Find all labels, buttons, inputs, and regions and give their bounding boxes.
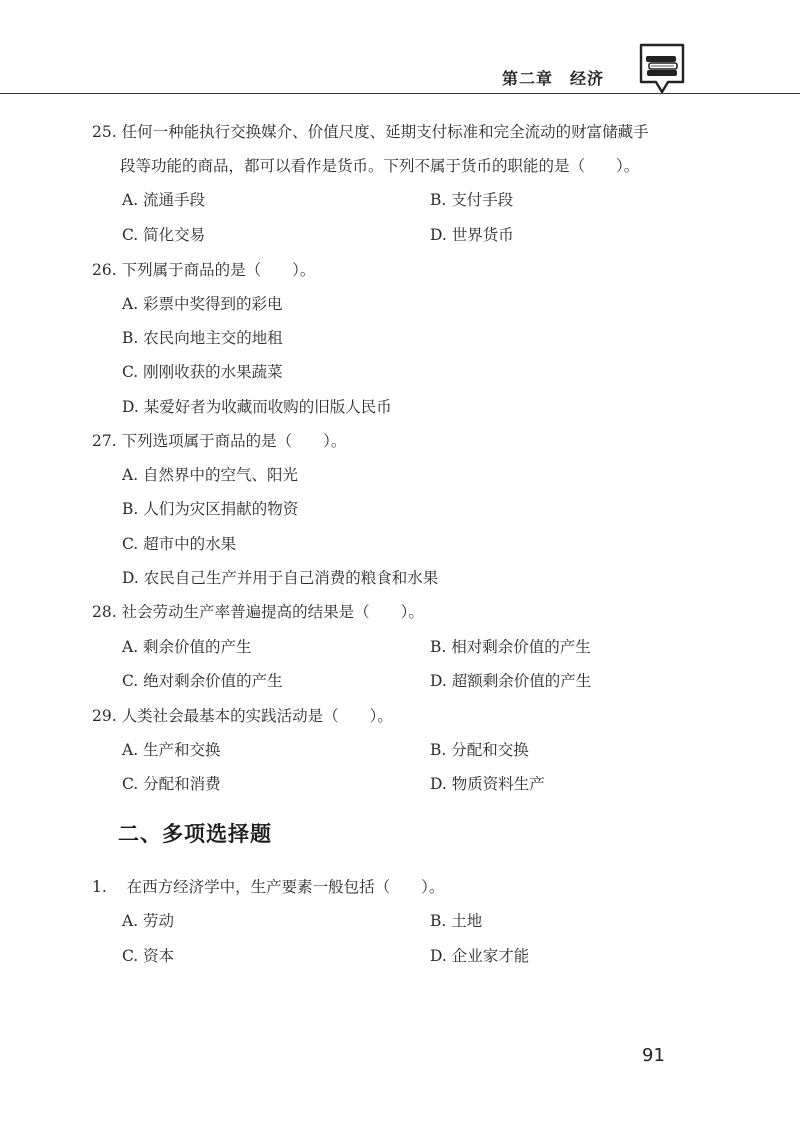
option-b: B. 相对剩余价值的产生 xyxy=(430,638,591,656)
option-d: D. 农民自己生产并用于自己消费的粮食和水果 xyxy=(122,569,439,587)
option-b: B. 分配和交换 xyxy=(430,741,529,759)
question-text: 在西方经济学中，生产要素一般包括（ ）。 xyxy=(126,878,445,896)
question-25 xyxy=(92,121,649,143)
question-28 xyxy=(92,601,424,623)
question-text: 任何一种能执行交换媒介、价值尺度、延期支付标准和完全流动的财富储藏手 xyxy=(121,123,649,141)
option-c: C. 资本 xyxy=(122,947,175,965)
option-d: D. 某爱好者为收藏而收购的旧版人民币 xyxy=(122,398,392,416)
option-b: B. 农民向地主交的地租 xyxy=(122,329,283,347)
section-heading: 二、多项选择题 xyxy=(118,822,272,846)
option-d: D. 物质资料生产 xyxy=(430,775,545,793)
option-b: B. 土地 xyxy=(430,912,483,930)
question-29 xyxy=(92,705,393,727)
option-d: D. 超额剩余价值的产生 xyxy=(430,672,592,690)
option-a: A. 彩票中奖得到的彩电 xyxy=(122,295,283,313)
question-number: 1. xyxy=(92,878,107,896)
question-text: 人类社会最基本的实践活动是（ ）。 xyxy=(121,707,393,725)
books-stack-icon xyxy=(638,42,686,96)
option-a: A. 剩余价值的产生 xyxy=(122,638,252,656)
question-number: 29. xyxy=(92,707,117,725)
question-number: 27. xyxy=(92,432,117,450)
option-c: C. 超市中的水果 xyxy=(122,535,237,553)
option-a: A. 流通手段 xyxy=(122,191,206,209)
question-27 xyxy=(92,430,346,452)
option-b: B. 支付手段 xyxy=(430,191,514,209)
option-a: A. 劳动 xyxy=(122,912,175,930)
page-header xyxy=(0,0,800,100)
option-c: C. 绝对剩余价值的产生 xyxy=(122,672,283,690)
option-a: A. 自然界中的空气、阳光 xyxy=(122,466,299,484)
question-26 xyxy=(92,259,315,281)
question-text: 社会劳动生产率普遍提高的结果是（ ）。 xyxy=(121,603,424,621)
chapter-title: 第二章 经济 xyxy=(501,69,604,88)
option-b: B. 人们为灾区捐献的物资 xyxy=(122,500,299,518)
option-a: A. 生产和交换 xyxy=(122,741,221,759)
page-number: 91 xyxy=(642,1045,665,1066)
option-c: C. 刚刚收获的水果蔬菜 xyxy=(122,363,283,381)
question-number: 28. xyxy=(92,603,117,621)
option-d: D. 世界货币 xyxy=(430,226,514,244)
option-c: C. 简化交易 xyxy=(122,226,206,244)
question-number: 25. xyxy=(92,123,117,141)
option-d: D. 企业家才能 xyxy=(430,947,530,965)
question-number: 26. xyxy=(92,261,117,279)
header-rule xyxy=(0,93,800,94)
question-text: 下列选项属于商品的是（ ）。 xyxy=(121,432,347,450)
multi-question-1 xyxy=(92,876,444,898)
option-c: C. 分配和消费 xyxy=(122,775,221,793)
question-25-line2: 段等功能的商品，都可以看作是货币。下列不属于货币的职能的是（ ）。 xyxy=(120,157,640,175)
question-text: 下列属于商品的是（ ）。 xyxy=(121,261,316,279)
